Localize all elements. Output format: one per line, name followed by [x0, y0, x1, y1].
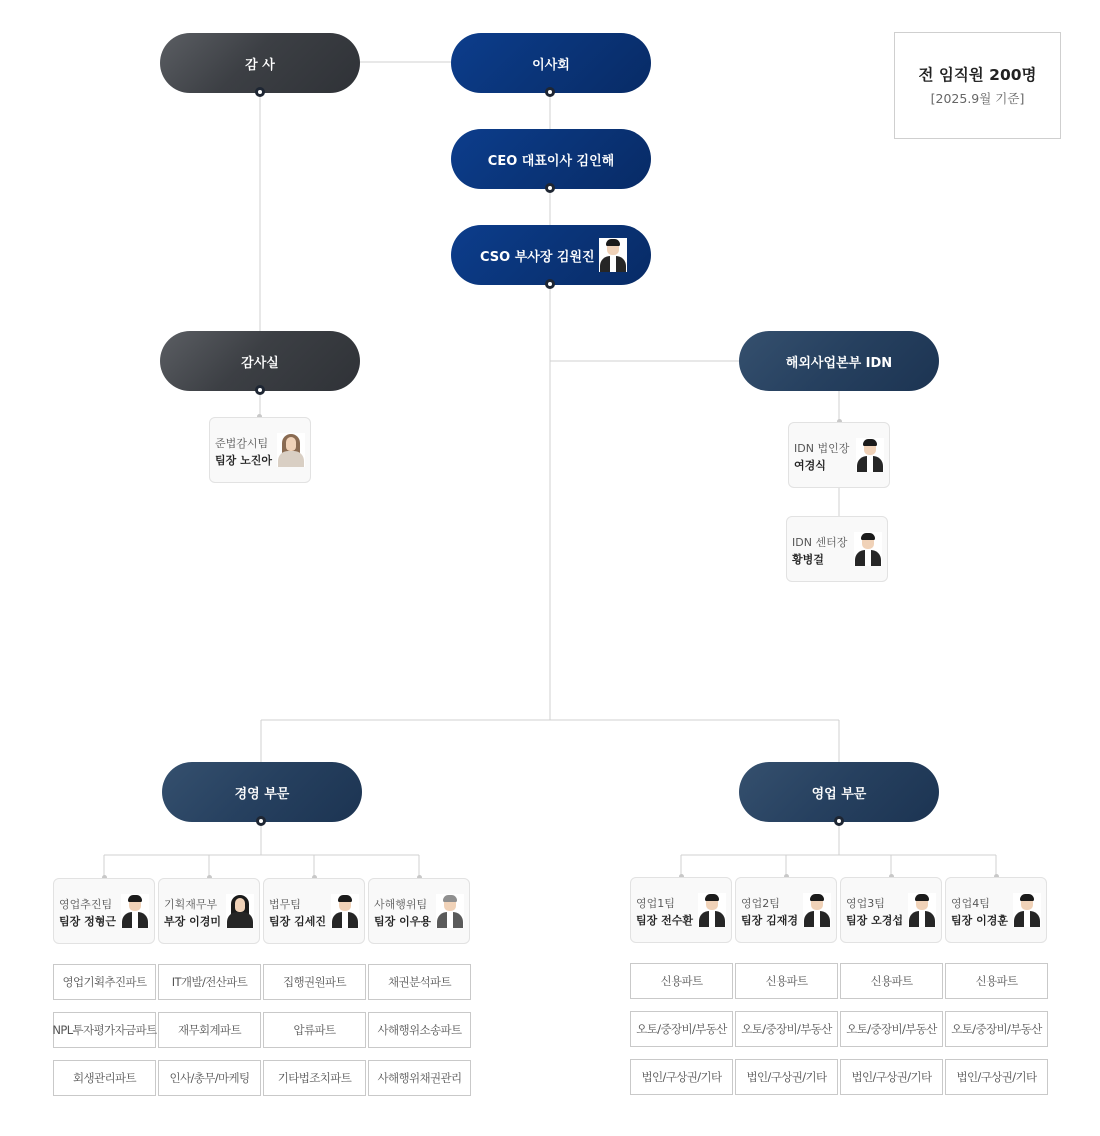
overseas-node: [739, 331, 939, 391]
team-leader: 팀장 이경훈: [951, 914, 1008, 927]
ceo-node: [451, 129, 651, 189]
sales-part: 법인/구상권/기타: [945, 1059, 1048, 1095]
idn-title: IDN 센터장: [792, 536, 848, 549]
sales-part: 법인/구상권/기타: [840, 1059, 943, 1095]
connector-dot: [545, 279, 555, 289]
board-label: 이사회: [532, 57, 570, 73]
audit-label: 감 사: [245, 57, 275, 73]
audit-node: [160, 33, 360, 93]
sales-team-card: [630, 877, 732, 943]
sales-node: [739, 762, 939, 822]
management-part: 영업기획추진파트: [53, 964, 156, 1000]
board-node: [451, 33, 651, 93]
management-part: IT개발/전산파트: [158, 964, 261, 1000]
leader-photo: [121, 894, 149, 928]
team-name: 법무팀: [269, 898, 301, 911]
summary-basis-date: [2025.9월 기준]: [930, 91, 1025, 106]
compliance-team-card: [209, 417, 311, 483]
leader-photo: [856, 438, 884, 472]
management-part: 사해행위채권관리: [368, 1060, 471, 1096]
team-leader: 팀장 이우용: [374, 915, 431, 928]
team-leader: 팀장 정형근: [59, 915, 116, 928]
sales-part: 신용파트: [945, 963, 1048, 999]
sales-team-card: [735, 877, 837, 943]
team-name: 영업3팀: [846, 897, 885, 910]
sales-label: 영업 부문: [811, 786, 867, 802]
leader-photo: [1013, 893, 1041, 927]
sales-part: 오토/중장비/부동산: [630, 1011, 733, 1047]
sales-part: 법인/구상권/기타: [735, 1059, 838, 1095]
audit-office-label: 감사실: [241, 355, 279, 371]
card-text: [215, 435, 272, 469]
team-leader: 팀장 전수환: [636, 914, 693, 927]
team-leader: 부장 이경미: [164, 915, 221, 928]
team-name: 준법감시팀: [215, 437, 269, 450]
management-part: 압류파트: [263, 1012, 366, 1048]
leader-photo: [854, 532, 882, 566]
card-text: [846, 895, 903, 929]
idn-title: IDN 법인장: [794, 442, 850, 455]
leader-photo: [698, 893, 726, 927]
sales-part: 신용파트: [735, 963, 838, 999]
employee-total: 전 임직원 200명: [918, 66, 1037, 84]
idn-name: 여경식: [794, 459, 826, 472]
management-part: 재무회계파트: [158, 1012, 261, 1048]
sales-part: 오토/중장비/부동산: [735, 1011, 838, 1047]
management-part: 기타법조치파트: [263, 1060, 366, 1096]
card-text: [269, 896, 326, 930]
leader-photo: [277, 433, 305, 467]
team-leader: 팀장 오경섭: [846, 914, 903, 927]
management-team-card: [53, 878, 155, 944]
overseas-label: 해외사업본부 IDN: [785, 355, 893, 371]
card-text: [636, 895, 693, 929]
card-text: [741, 895, 798, 929]
cso-node: [451, 225, 651, 285]
leader-photo: [908, 893, 936, 927]
connector-dot: [255, 385, 265, 395]
leader-photo: [331, 894, 359, 928]
management-team-card: [158, 878, 260, 944]
audit-office-node: [160, 331, 360, 391]
idn-center-card: [786, 516, 888, 582]
card-text: [59, 896, 116, 930]
card-text: [794, 440, 849, 474]
team-name: 기획재무부: [164, 898, 218, 911]
team-leader: 팀장 김재경: [741, 914, 798, 927]
management-part: 사해행위소송파트: [368, 1012, 471, 1048]
idn-name: 황병걸: [792, 553, 824, 566]
ceo-label: CEO 대표이사 김인해: [487, 153, 615, 169]
card-text: [374, 896, 431, 930]
team-name: 영업1팀: [636, 897, 675, 910]
management-part: 인사/총무/마케팅: [158, 1060, 261, 1096]
cso-photo: [599, 238, 627, 272]
sales-team-card: [945, 877, 1047, 943]
sales-part: 법인/구상권/기타: [630, 1059, 733, 1095]
management-label: 경영 부문: [234, 786, 290, 802]
card-text: [792, 534, 847, 568]
leader-photo: [226, 894, 254, 928]
card-text: [951, 895, 1008, 929]
card-text: [164, 896, 221, 930]
sales-part: 오토/중장비/부동산: [945, 1011, 1048, 1047]
connector-dot: [255, 87, 265, 97]
connector-dot: [545, 87, 555, 97]
team-leader: 팀장 노진아: [215, 454, 272, 467]
leader-photo: [803, 893, 831, 927]
sales-part: 신용파트: [840, 963, 943, 999]
connector-dot: [545, 183, 555, 193]
idn-head-card: [788, 422, 890, 488]
team-name: 사해행위팀: [374, 898, 428, 911]
management-node: [162, 762, 362, 822]
management-part: 집행권원파트: [263, 964, 366, 1000]
connector-dot: [834, 816, 844, 826]
team-name: 영업추진팀: [59, 898, 113, 911]
cso-label: CSO 부사장 김원진: [480, 249, 595, 265]
management-team-card: [368, 878, 470, 944]
team-leader: 팀장 김세진: [269, 915, 326, 928]
team-name: 영업2팀: [741, 897, 780, 910]
management-part: 회생관리파트: [53, 1060, 156, 1096]
management-team-card: [263, 878, 365, 944]
employee-summary-box: [894, 32, 1061, 139]
sales-part: 오토/중장비/부동산: [840, 1011, 943, 1047]
sales-part: 신용파트: [630, 963, 733, 999]
leader-photo: [436, 894, 464, 928]
team-name: 영업4팀: [951, 897, 990, 910]
connector-dot: [256, 816, 266, 826]
management-part: 채권분석파트: [368, 964, 471, 1000]
management-part: NPL투자평가자금파트: [53, 1012, 156, 1048]
sales-team-card: [840, 877, 942, 943]
